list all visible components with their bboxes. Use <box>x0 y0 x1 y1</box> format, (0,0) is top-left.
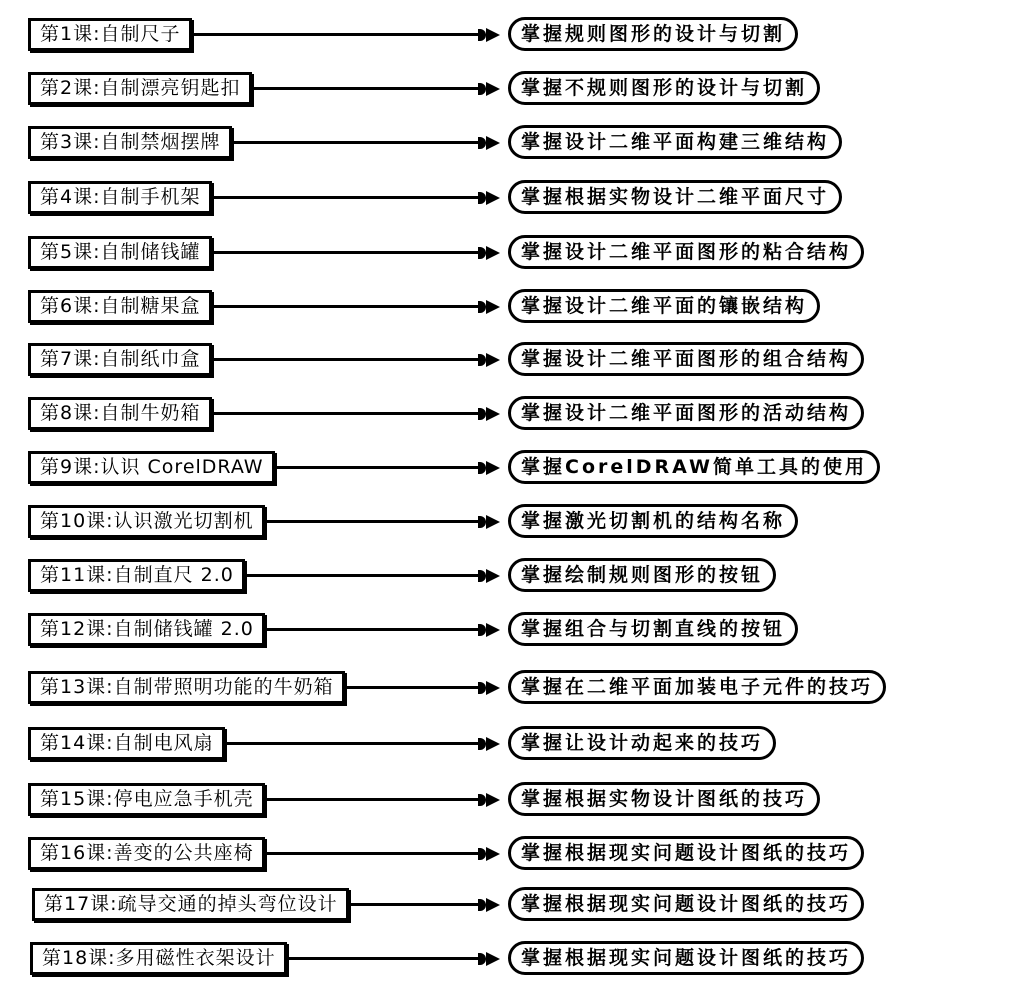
connector-line <box>252 87 478 90</box>
goal-box: 掌握根据实物设计二维平面尺寸 <box>508 180 842 214</box>
arrow-cap <box>478 247 486 259</box>
connector-line <box>212 196 478 199</box>
lesson-box: 第5课:自制储钱罐 <box>28 236 212 269</box>
arrow-head-icon <box>486 793 500 807</box>
connector-line <box>265 852 478 855</box>
connector-line <box>287 957 478 960</box>
connector-line <box>212 251 478 254</box>
arrow-head-icon <box>486 847 500 861</box>
arrow-head-icon <box>486 681 500 695</box>
arrow-head-icon <box>486 952 500 966</box>
connector-line <box>275 466 478 469</box>
arrow-cap <box>478 899 486 911</box>
arrow-cap <box>478 624 486 636</box>
arrow-cap <box>478 682 486 694</box>
goal-box: 掌握CorelDRAW简单工具的使用 <box>508 450 880 484</box>
lesson-box: 第6课:自制糖果盒 <box>28 290 212 323</box>
goal-box: 掌握规则图形的设计与切割 <box>508 17 798 51</box>
goal-box: 掌握激光切割机的结构名称 <box>508 504 798 538</box>
connector-line <box>345 686 478 689</box>
arrow-cap <box>478 794 486 806</box>
goal-box: 掌握设计二维平面的镶嵌结构 <box>508 289 820 323</box>
lesson-box: 第7课:自制纸巾盒 <box>28 343 212 376</box>
lesson-box: 第10课:认识激光切割机 <box>28 505 265 538</box>
goal-box: 掌握让设计动起来的技巧 <box>508 726 776 760</box>
connector-line <box>265 520 478 523</box>
lesson-box: 第2课:自制漂亮钥匙扣 <box>28 72 252 105</box>
connector-line <box>212 412 478 415</box>
lesson-box: 第3课:自制禁烟摆牌 <box>28 126 232 159</box>
goal-box: 掌握设计二维平面图形的活动结构 <box>508 396 864 430</box>
arrow-head-icon <box>486 407 500 421</box>
arrow-cap <box>478 738 486 750</box>
arrow-cap <box>478 462 486 474</box>
goal-box: 掌握根据现实问题设计图纸的技巧 <box>508 941 864 975</box>
lesson-box: 第9课:认识 CorelDRAW <box>28 451 275 484</box>
arrow-cap <box>478 192 486 204</box>
lesson-box: 第4课:自制手机架 <box>28 181 212 214</box>
lesson-box: 第18课:多用磁性衣架设计 <box>30 942 287 975</box>
arrow-cap <box>478 137 486 149</box>
arrow-head-icon <box>486 246 500 260</box>
connector-line <box>225 742 478 745</box>
lesson-box: 第12课:自制储钱罐 2.0 <box>28 613 265 646</box>
lesson-box: 第14课:自制电风扇 <box>28 727 225 760</box>
arrow-head-icon <box>486 737 500 751</box>
lesson-box: 第8课:自制牛奶箱 <box>28 397 212 430</box>
arrow-head-icon <box>486 300 500 314</box>
arrow-head-icon <box>486 191 500 205</box>
arrow-cap <box>478 29 486 41</box>
goal-box: 掌握不规则图形的设计与切割 <box>508 71 820 105</box>
arrow-head-icon <box>486 623 500 637</box>
arrow-head-icon <box>486 515 500 529</box>
arrow-cap <box>478 570 486 582</box>
arrow-head-icon <box>486 136 500 150</box>
goal-box: 掌握设计二维平面图形的组合结构 <box>508 342 864 376</box>
goal-box: 掌握根据现实问题设计图纸的技巧 <box>508 887 864 921</box>
arrow-head-icon <box>486 82 500 96</box>
arrow-cap <box>478 516 486 528</box>
lesson-box: 第17课:疏导交通的掉头弯位设计 <box>32 888 349 921</box>
lesson-box: 第13课:自制带照明功能的牛奶箱 <box>28 671 345 704</box>
lesson-box: 第11课:自制直尺 2.0 <box>28 559 245 592</box>
goal-box: 掌握根据实物设计图纸的技巧 <box>508 782 820 816</box>
arrow-head-icon <box>486 28 500 42</box>
connector-line <box>212 358 478 361</box>
connector-line <box>232 141 478 144</box>
connector-line <box>265 628 478 631</box>
goal-box: 掌握设计二维平面图形的粘合结构 <box>508 235 864 269</box>
arrow-head-icon <box>486 461 500 475</box>
arrow-cap <box>478 354 486 366</box>
arrow-head-icon <box>486 898 500 912</box>
lesson-box: 第1课:自制尺子 <box>28 18 192 51</box>
arrow-head-icon <box>486 353 500 367</box>
connector-line <box>349 903 478 906</box>
lesson-box: 第15课:停电应急手机壳 <box>28 783 265 816</box>
goal-box: 掌握组合与切割直线的按钮 <box>508 612 798 646</box>
lesson-box: 第16课:善变的公共座椅 <box>28 837 265 870</box>
goal-box: 掌握在二维平面加装电子元件的技巧 <box>508 670 886 704</box>
arrow-cap <box>478 301 486 313</box>
arrow-cap <box>478 83 486 95</box>
goal-box: 掌握绘制规则图形的按钮 <box>508 558 776 592</box>
arrow-cap <box>478 848 486 860</box>
connector-line <box>265 798 478 801</box>
arrow-cap <box>478 953 486 965</box>
arrow-head-icon <box>486 569 500 583</box>
goal-box: 掌握设计二维平面构建三维结构 <box>508 125 842 159</box>
goal-box: 掌握根据现实问题设计图纸的技巧 <box>508 836 864 870</box>
connector-line <box>245 574 478 577</box>
arrow-cap <box>478 408 486 420</box>
connector-line <box>212 305 478 308</box>
connector-line <box>192 33 478 36</box>
